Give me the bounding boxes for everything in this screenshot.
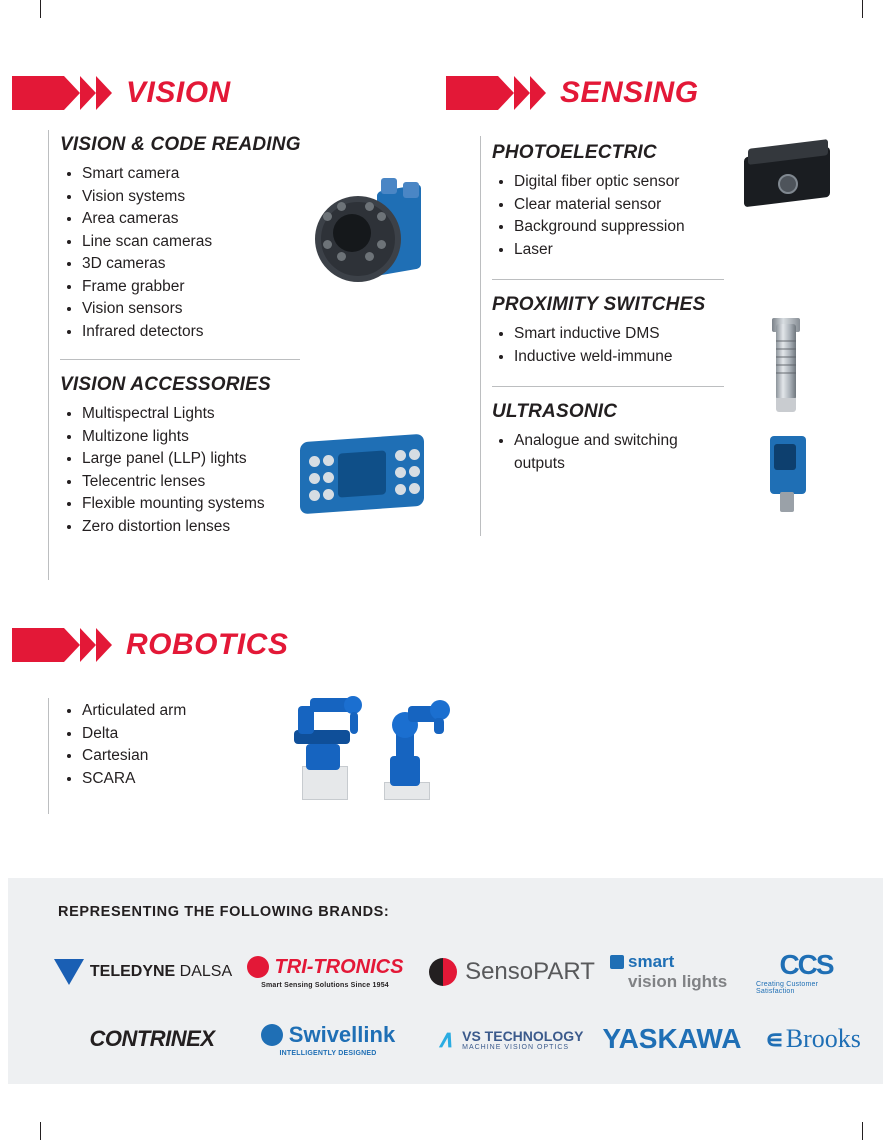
section-header-vision xyxy=(12,76,231,110)
section-header-robotics xyxy=(12,628,288,662)
brand-logo-brooks: ∊ Brooks xyxy=(765,1023,861,1054)
chevron-banner-icon xyxy=(12,628,112,662)
list-item: • Analogue and switching outputs xyxy=(514,430,722,475)
brand-name-bold: YASKAWA xyxy=(602,1023,742,1054)
section-title-robotics: ROBOTICS xyxy=(126,628,289,661)
list-proximity-switches xyxy=(492,323,742,368)
product-image-proximity-switch xyxy=(762,318,812,418)
product-image-photoelectric-sensor xyxy=(744,144,840,214)
product-image-ultrasonic-sensor xyxy=(762,432,814,518)
chevron-banner-icon xyxy=(446,76,546,110)
list-item: • Laser xyxy=(514,239,742,262)
product-image-smart-camera xyxy=(285,178,430,288)
brand-name-light: vision lights xyxy=(628,972,728,991)
brand-name-bold: SensoPART xyxy=(465,958,595,985)
list-item: • Articulated arm xyxy=(82,700,260,723)
crop-mark-bottom-right xyxy=(862,1122,863,1140)
sensing-divider-1 xyxy=(492,279,724,280)
list-robotics xyxy=(60,700,260,790)
brand-name-bold: Brooks xyxy=(785,1024,861,1053)
brand-logo-vs-technology: ∧ VS TECHNOLOGY MACHINE VISION OPTICS xyxy=(436,1025,584,1053)
crop-mark-top-right xyxy=(862,0,863,18)
brand-tagline: MACHINE VISION OPTICS xyxy=(462,1043,570,1051)
brand-name-bold: CCS xyxy=(779,949,833,980)
list-photoelectric xyxy=(492,171,742,261)
brand-logo-yaskawa xyxy=(588,1018,756,1060)
list-item: • Inductive weld-immune xyxy=(514,346,742,369)
list-item: • Zero distortion lenses xyxy=(82,516,410,539)
group-title-vision-accessories: VISION ACCESSORIES xyxy=(60,374,271,395)
brand-tagline: Creating Customer Satisfaction xyxy=(756,981,819,995)
robotics-column xyxy=(60,700,260,790)
list-item: • Frame grabber xyxy=(82,276,410,299)
section-header-sensing xyxy=(446,76,699,110)
brands-title: REPRESENTING THE FOLLOWING BRANDS: xyxy=(58,904,390,920)
list-item: • Large panel (LLP) lights xyxy=(82,448,410,471)
list-item: • Line scan cameras xyxy=(82,231,410,254)
brand-logo-teledyne-dalsa xyxy=(54,950,232,994)
brands-footer xyxy=(8,878,883,1084)
list-item: • Background suppression xyxy=(514,216,742,239)
list-item: • Vision systems xyxy=(82,186,410,209)
brand-name-bold: TELEDYNE xyxy=(89,963,176,980)
brand-name-bold: smart xyxy=(628,952,675,971)
crop-mark-top-left xyxy=(40,0,41,18)
sensing-divider-2 xyxy=(492,386,724,387)
list-item: • Clear material sensor xyxy=(514,194,742,217)
brand-logo-swivellink xyxy=(240,1018,416,1060)
sensing-column xyxy=(492,142,742,475)
brand-tagline: Smart Sensing Solutions Since 1954 xyxy=(261,981,389,989)
list-item: • Delta xyxy=(82,723,260,746)
robotics-column-rule xyxy=(48,698,49,814)
product-image-robot-scara xyxy=(278,688,378,808)
brand-logo-smart-vision-lights xyxy=(610,950,746,994)
brand-name-light: DALSA xyxy=(179,963,233,980)
product-image-light-panel xyxy=(300,428,430,520)
brand-name-bold: TRI-TRONICS xyxy=(274,955,404,978)
list-item: • SCARA xyxy=(82,768,260,791)
list-item: • Area cameras xyxy=(82,208,410,231)
list-item: • Multispectral Lights xyxy=(82,403,410,426)
group-title-photoelectric: PHOTOELECTRIC xyxy=(492,142,657,163)
list-item: • 3D cameras xyxy=(82,253,410,276)
list-item: • Cartesian xyxy=(82,745,260,768)
section-title-vision: VISION xyxy=(126,76,231,109)
list-item: • Digital fiber optic sensor xyxy=(514,171,742,194)
vision-column-rule xyxy=(48,130,49,580)
brand-name-bold: CONTRINEX xyxy=(89,1026,215,1051)
product-image-robot-articulated xyxy=(368,690,458,810)
list-item: • Smart inductive DMS xyxy=(514,323,742,346)
brand-tagline: INTELLIGENTLY DESIGNED xyxy=(279,1049,377,1057)
vision-divider xyxy=(60,359,300,360)
brand-logo-contrinex xyxy=(62,1018,242,1060)
chevron-banner-icon xyxy=(12,76,112,110)
brand-name-bold: Swivellink xyxy=(288,1021,396,1047)
list-item: • Infrared detectors xyxy=(82,321,410,344)
crop-mark-bottom-left xyxy=(40,1122,41,1140)
brand-logo-tri-tronics xyxy=(240,950,410,994)
list-item: • Flexible mounting systems xyxy=(82,493,410,516)
group-title-ultrasonic: ULTRASONIC xyxy=(492,401,618,422)
list-ultrasonic xyxy=(492,430,722,475)
sensing-column-rule xyxy=(480,136,481,536)
section-title-sensing: SENSING xyxy=(560,76,699,109)
list-item: • Vision sensors xyxy=(82,298,410,321)
brand-logo-ccs xyxy=(756,950,856,994)
list-item: • Multizone lights xyxy=(82,426,410,449)
list-item: • Smart camera xyxy=(82,163,410,186)
list-item: • Telecentric lenses xyxy=(82,471,410,494)
group-title-proximity-switches: PROXIMITY SWITCHES xyxy=(492,294,706,315)
brand-name-bold: VS TECHNOLOGY xyxy=(462,1027,584,1044)
group-title-vision-code-reading: VISION & CODE READING xyxy=(60,134,301,155)
brand-logo-sensopart xyxy=(422,950,602,994)
